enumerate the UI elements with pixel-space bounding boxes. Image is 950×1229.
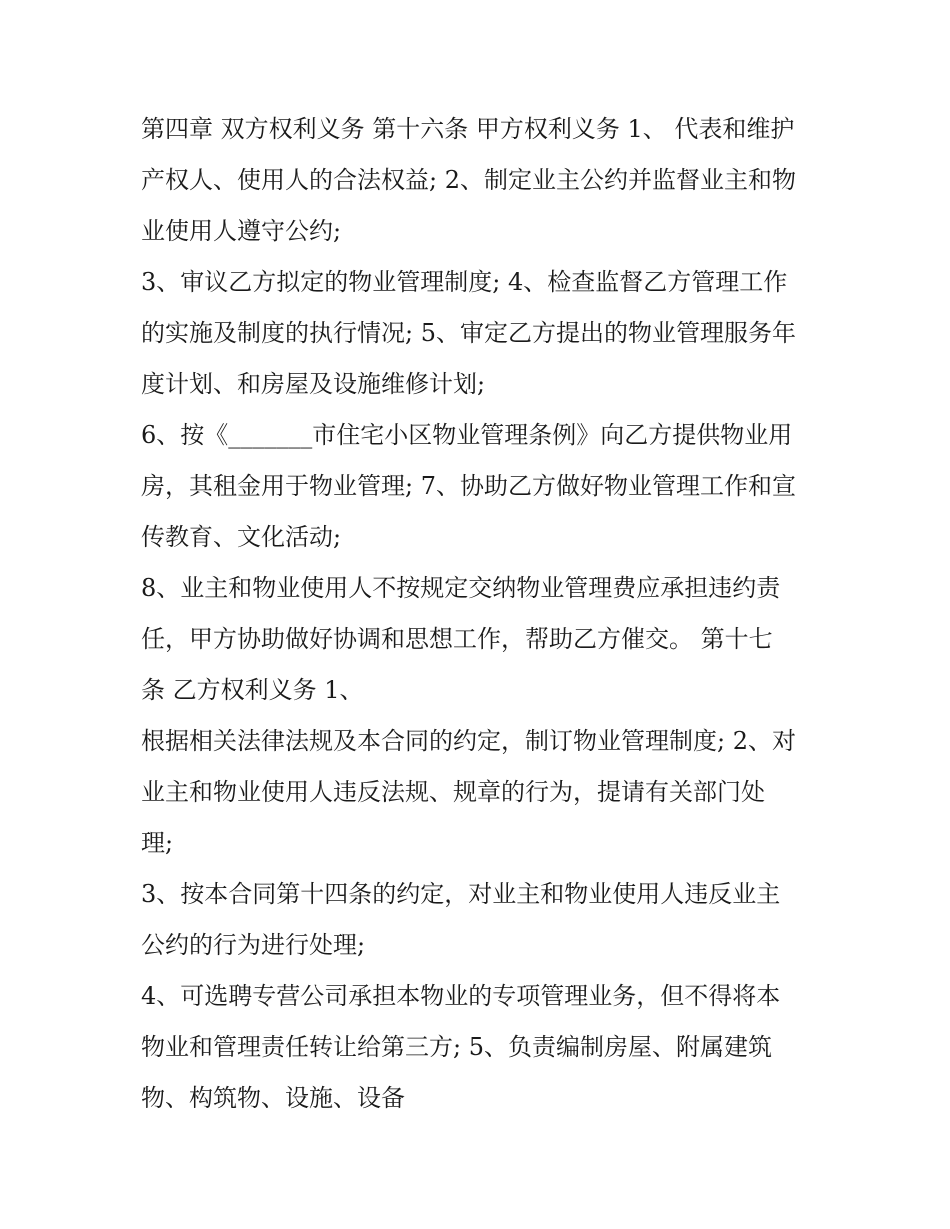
text-line: 物业和管理责任转让给第三方; 5、负责编制房屋、附属建筑 [141, 1033, 772, 1061]
text-line: 任，甲方协助做好协调和思想工作，帮助乙方催交。 第十七 [141, 625, 773, 653]
paragraph-item-6 [141, 410, 821, 563]
text-line: 传教育、文化活动; [141, 523, 342, 551]
text-line: 产权人、使用人的合法权益; 2、制定业主公约并监督业主和物 [141, 166, 796, 194]
text-line: 6、按《_______市住宅小区物业管理条例》向乙方提供物业用 [141, 421, 793, 449]
text-line: 业使用人遵守公约; [141, 217, 342, 245]
text-line: 公约的行为进行处理; [141, 931, 366, 959]
text-line: 房，其租金用于物业管理; 7、协助乙方做好物业管理工作和宣 [141, 472, 796, 500]
text-line: 3、审议乙方拟定的物业管理制度; 4、检查监督乙方管理工作 [141, 268, 788, 296]
text-line: 根据相关法律法规及本合同的约定，制订物业管理制度; 2、对 [141, 727, 796, 755]
paragraph-16-start [141, 104, 821, 257]
paragraph-item-8 [141, 563, 821, 716]
text-line: 业主和物业使用人违反法规、规章的行为，提请有关部门处 [141, 778, 765, 806]
paragraph-17-item-3 [141, 869, 821, 971]
text-line: 4、可选聘专营公司承担本物业的专项管理业务，但不得将本 [141, 982, 781, 1010]
text-line: 度计划、和房屋及设施维修计划; [141, 370, 486, 398]
text-line: 8、业主和物业使用人不按规定交纳物业管理费应承担违约责 [141, 574, 781, 602]
text-line: 理; [141, 829, 174, 857]
document-body [141, 104, 821, 1124]
text-line: 物、构筑物、设施、设备 [141, 1084, 405, 1112]
text-line: 的实施及制度的执行情况; 5、审定乙方提出的物业管理服务年 [141, 319, 796, 347]
text-line: 3、按本合同第十四条的约定，对业主和物业使用人违反业主 [141, 880, 781, 908]
text-line: 第四章 双方权利义务 第十六条 甲方权利义务 1、 代表和维护 [141, 115, 795, 143]
paragraph-17-item-4 [141, 971, 821, 1124]
text-line: 条 乙方权利义务 1、 [141, 676, 364, 704]
paragraph-17-item-1 [141, 716, 821, 869]
paragraph-item-3 [141, 257, 821, 410]
